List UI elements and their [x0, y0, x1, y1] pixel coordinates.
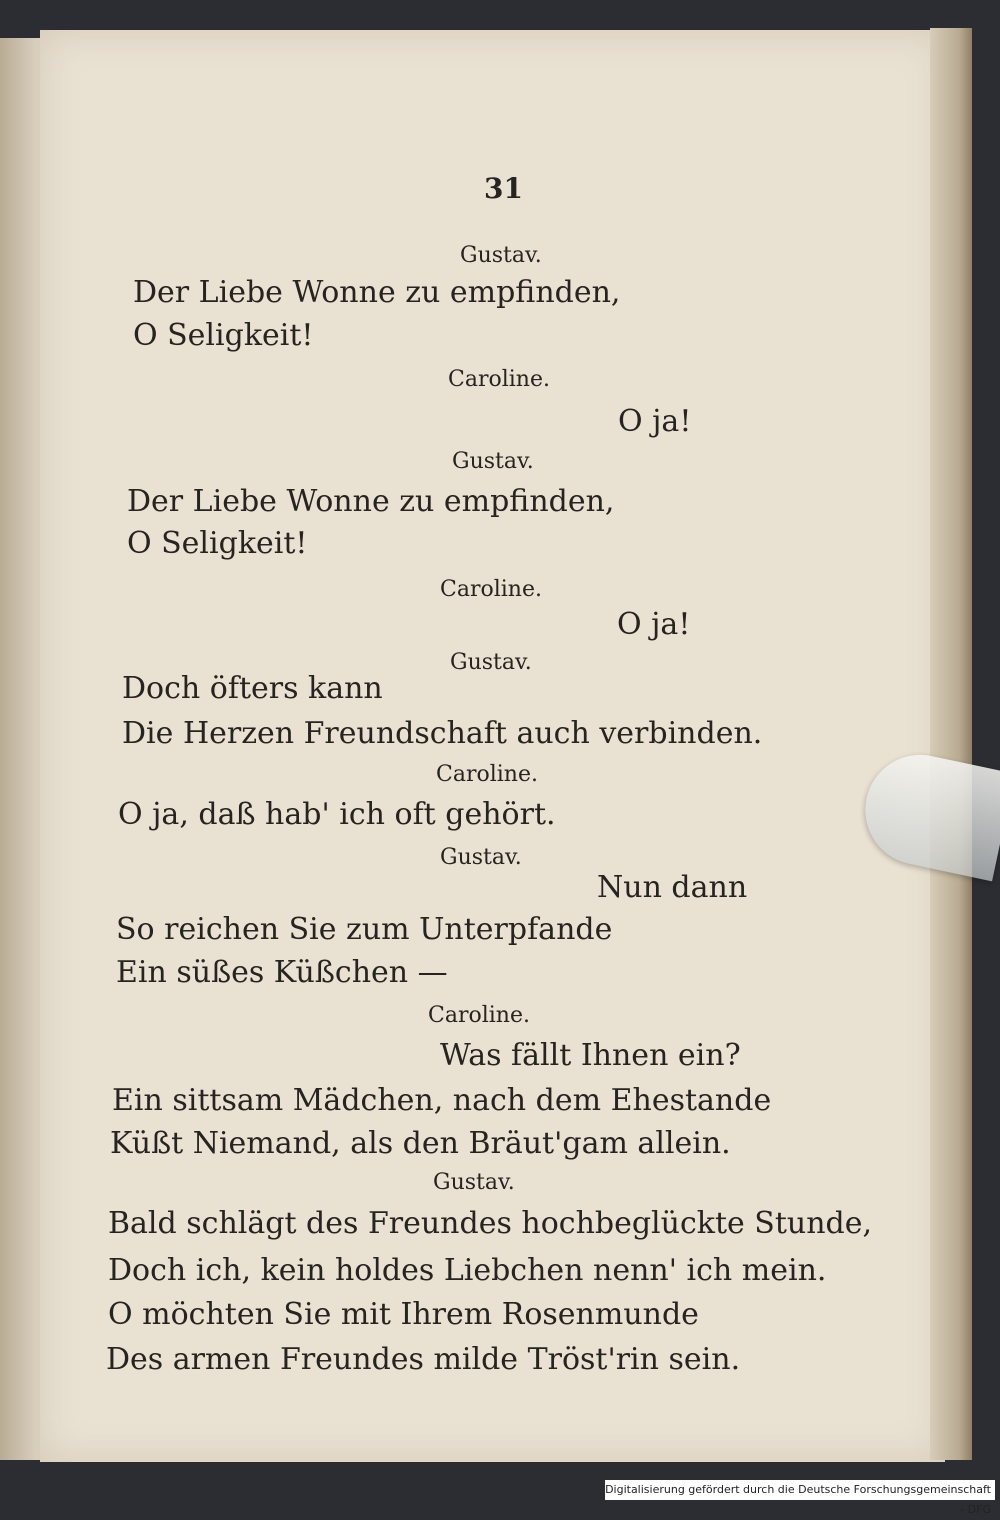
speaker-label: Caroline. [448, 367, 550, 392]
speaker-label: Caroline. [436, 762, 538, 787]
verse-line: Ein sittsam Mädchen, nach dem Ehestande [112, 1083, 772, 1118]
digitization-credit: Digitalisierung gefördert durch die Deutsche Forschungsgemeinschaft - DFG [605, 1480, 995, 1500]
verse-line: Die Herzen Freundschaft auch verbinden. [122, 716, 763, 751]
verse-line: O Seligkeit! [127, 526, 308, 561]
verse-line: Küßt Niemand, als den Bräut'gam allein. [110, 1126, 731, 1161]
verse-line: O ja! [618, 404, 692, 439]
speaker-label: Gustav. [450, 650, 532, 675]
verse-line: Der Liebe Wonne zu empfinden, [127, 484, 615, 519]
page-number: 31 [484, 172, 523, 205]
speaker-label: Caroline. [428, 1003, 530, 1028]
verse-line: So reichen Sie zum Unterpfande [116, 912, 613, 947]
verse-line: O möchten Sie mit Ihrem Rosenmunde [108, 1297, 699, 1332]
speaker-label: Caroline. [440, 577, 542, 602]
speaker-label: Gustav. [452, 449, 534, 474]
verse-line: O Seligkeit! [133, 318, 314, 353]
verse-line: Was fällt Ihnen ein? [440, 1038, 741, 1073]
speaker-label: Gustav. [440, 845, 522, 870]
verse-line: Der Liebe Wonne zu empfinden, [133, 275, 621, 310]
speaker-label: Gustav. [433, 1170, 515, 1195]
verse-line: Doch öfters kann [122, 671, 383, 706]
verse-line: Doch ich, kein holdes Liebchen nenn' ich mein. [108, 1253, 827, 1288]
verse-line: O ja, daß hab' ich oft gehört. [118, 797, 556, 832]
verse-line: Nun dann [597, 870, 748, 905]
verse-line: Des armen Freundes milde Tröst'rin sein. [106, 1342, 741, 1377]
verse-line: Ein süßes Küßchen — [116, 955, 448, 990]
verse-line: O ja! [617, 607, 691, 642]
speaker-label: Gustav. [460, 243, 542, 268]
verse-line: Bald schlägt des Freundes hochbeglückte Stunde, [108, 1206, 873, 1241]
